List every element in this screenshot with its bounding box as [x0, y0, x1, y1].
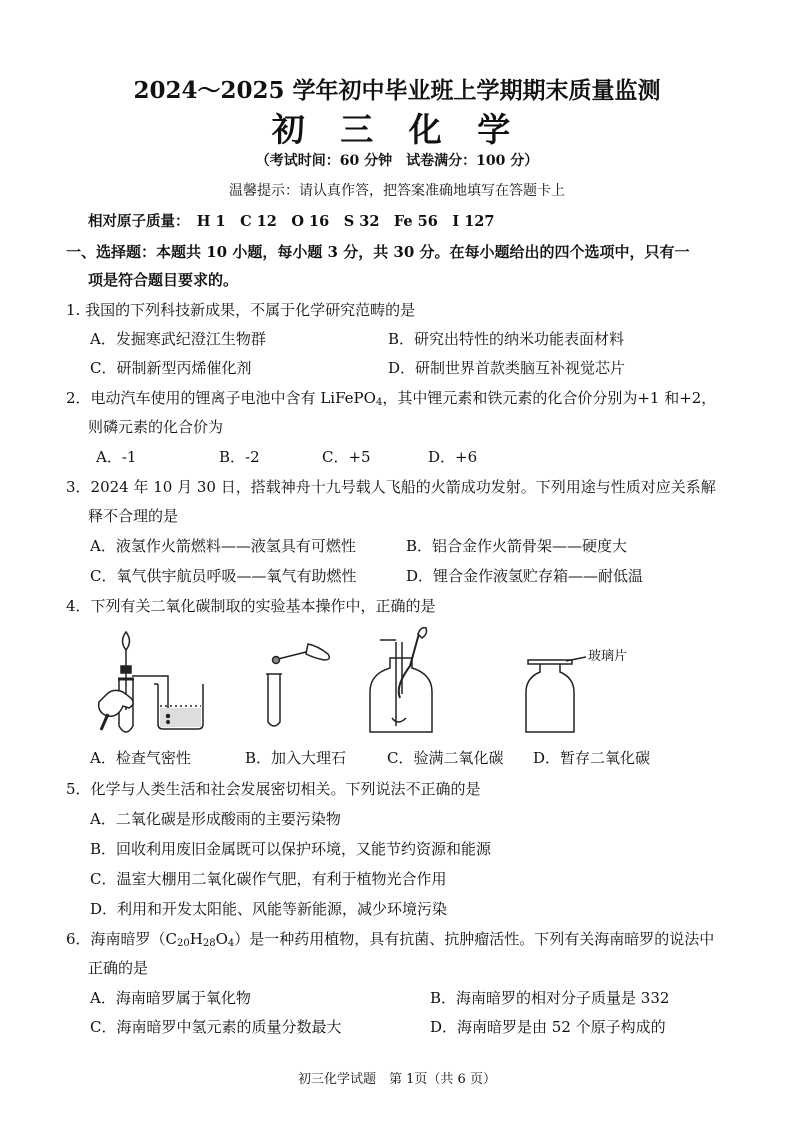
- airtightness-apparatus-icon: [99, 632, 203, 732]
- q1-stem: 1. 我国的下列科技新成果，不属于化学研究范畴的是: [66, 301, 416, 319]
- q5-option-a: A．二氧化碳是形成酸雨的主要污染物: [90, 810, 341, 828]
- q5-option-d: D．利用和开发太阳能、风能等新能源，减少环境污染: [90, 900, 448, 918]
- q4-stem: 4．下列有关二氧化碳制取的实验基本操作中，正确的是: [66, 597, 436, 615]
- q6-option-c: C．海南暗罗中氢元素的质量分数最大: [90, 1018, 342, 1036]
- section-heading: 一、选择题：本题共 10 小题，每小题 3 分，共 30 分。在每小题给出的四个选项中，只有一: [66, 243, 690, 261]
- q2-stem-pre: 2．电动汽车使用的锂离子电池中含有 LiFePO: [66, 389, 376, 407]
- q6-sub-c: 20: [177, 938, 190, 949]
- exam-info: （考试时间：60 分钟 试卷满分：100 分）: [255, 153, 539, 169]
- q6-stem-cont: 正确的是: [88, 959, 149, 977]
- q4-option-d: D．暂存二氧化碳: [533, 749, 651, 767]
- q4-option-b: B．加入大理石: [245, 749, 347, 767]
- q6-option-a: A．海南暗罗属于氧化物: [90, 989, 251, 1007]
- page-footer: 初三化学试题 第 1页（共 6 页）: [298, 1072, 496, 1087]
- q1-option-c: C．研制新型丙烯催化剂: [90, 359, 252, 377]
- q6-stem-post: ）是一种药用植物，具有抗菌、抗肿瘤活性。下列有关海南暗罗的说法中: [234, 930, 715, 948]
- section-heading-cont: 项是符合题目要求的。: [88, 271, 239, 289]
- q2-option-c: C．+5: [322, 448, 371, 466]
- test-tube-marble-icon: [266, 644, 329, 726]
- q6-stem: [66, 928, 714, 949]
- atomic-mass-line: 相对原子质量： H 1 C 12 O 16 S 32 Fe 56 I 127: [88, 213, 495, 230]
- q6-option-d: D．海南暗罗是由 52 个原子构成的: [430, 1018, 666, 1036]
- exam-title: 2024～2025 学年初中毕业班上学期期末质量监测: [133, 77, 661, 104]
- q4-option-a: A．检查气密性: [90, 749, 191, 767]
- q6-formula-h: H: [189, 930, 203, 948]
- q1-option-b: B．研究出特性的纳米功能表面材料: [388, 330, 625, 348]
- q3-option-b: B．铝合金作火箭骨架——硬度大: [406, 537, 628, 555]
- gas-bottle-check-icon: [370, 628, 432, 732]
- q6-option-b: B．海南暗罗的相对分子质量是 332: [430, 989, 670, 1007]
- q6-formula-o: O: [215, 930, 228, 948]
- q2-option-a: A．-1: [96, 448, 137, 466]
- q2-stem-post: ，其中锂元素和铁元素的化合价分别为+1 和+2，: [382, 389, 717, 407]
- q2-stem: [66, 387, 716, 408]
- q2-option-d: D．+6: [428, 448, 478, 466]
- q3-stem-cont: 释不合理的是: [88, 507, 179, 525]
- q3-option-d: D．锂合金作液氢贮存箱——耐低温: [406, 567, 644, 585]
- q2-option-b: B．-2: [219, 448, 260, 466]
- gas-jar-with-glass-icon: [526, 657, 586, 732]
- q3-stem: 3．2024 年 10 月 30 日，搭载神舟十九号载人飞船的火箭成功发射。下列用途与性质对应关系解: [66, 478, 716, 496]
- q1-option-a: A．发掘寒武纪澄江生物群: [90, 330, 266, 348]
- q5-option-c: C．温室大棚用二氧化碳作气肥，有利于植物光合作用: [90, 870, 447, 888]
- q5-option-b: B．回收利用废旧金属既可以保护环境，又能节约资源和能源: [90, 840, 492, 858]
- q4-option-c: C．验满二氧化碳: [387, 749, 504, 767]
- q3-option-c: C．氧气供宇航员呼吸——氧气有助燃性: [90, 567, 357, 585]
- q2-stem-cont: 则磷元素的化合价为: [88, 418, 224, 436]
- q6-stem-pre: 6．海南暗罗（C: [66, 930, 178, 948]
- subject-title: 初 三 化 学: [271, 110, 523, 149]
- q2-formula-sub: 4: [375, 397, 383, 408]
- q3-option-a: A．液氢作火箭燃料——液氢具有可燃性: [90, 537, 356, 555]
- glass-plate-label: 玻璃片: [588, 649, 628, 664]
- q1-option-d: D．研制世界首款类脑互补视觉芯片: [388, 359, 626, 377]
- q4-apparatus-figure: [96, 622, 696, 740]
- q6-sub-o: 4: [227, 938, 235, 949]
- tip-text: 温馨提示：请认真作答，把答案准确地填写在答题卡上: [229, 183, 565, 199]
- q5-stem: 5．化学与人类生活和社会发展密切相关。下列说法不正确的是: [66, 780, 481, 798]
- q6-sub-h: 28: [202, 938, 216, 949]
